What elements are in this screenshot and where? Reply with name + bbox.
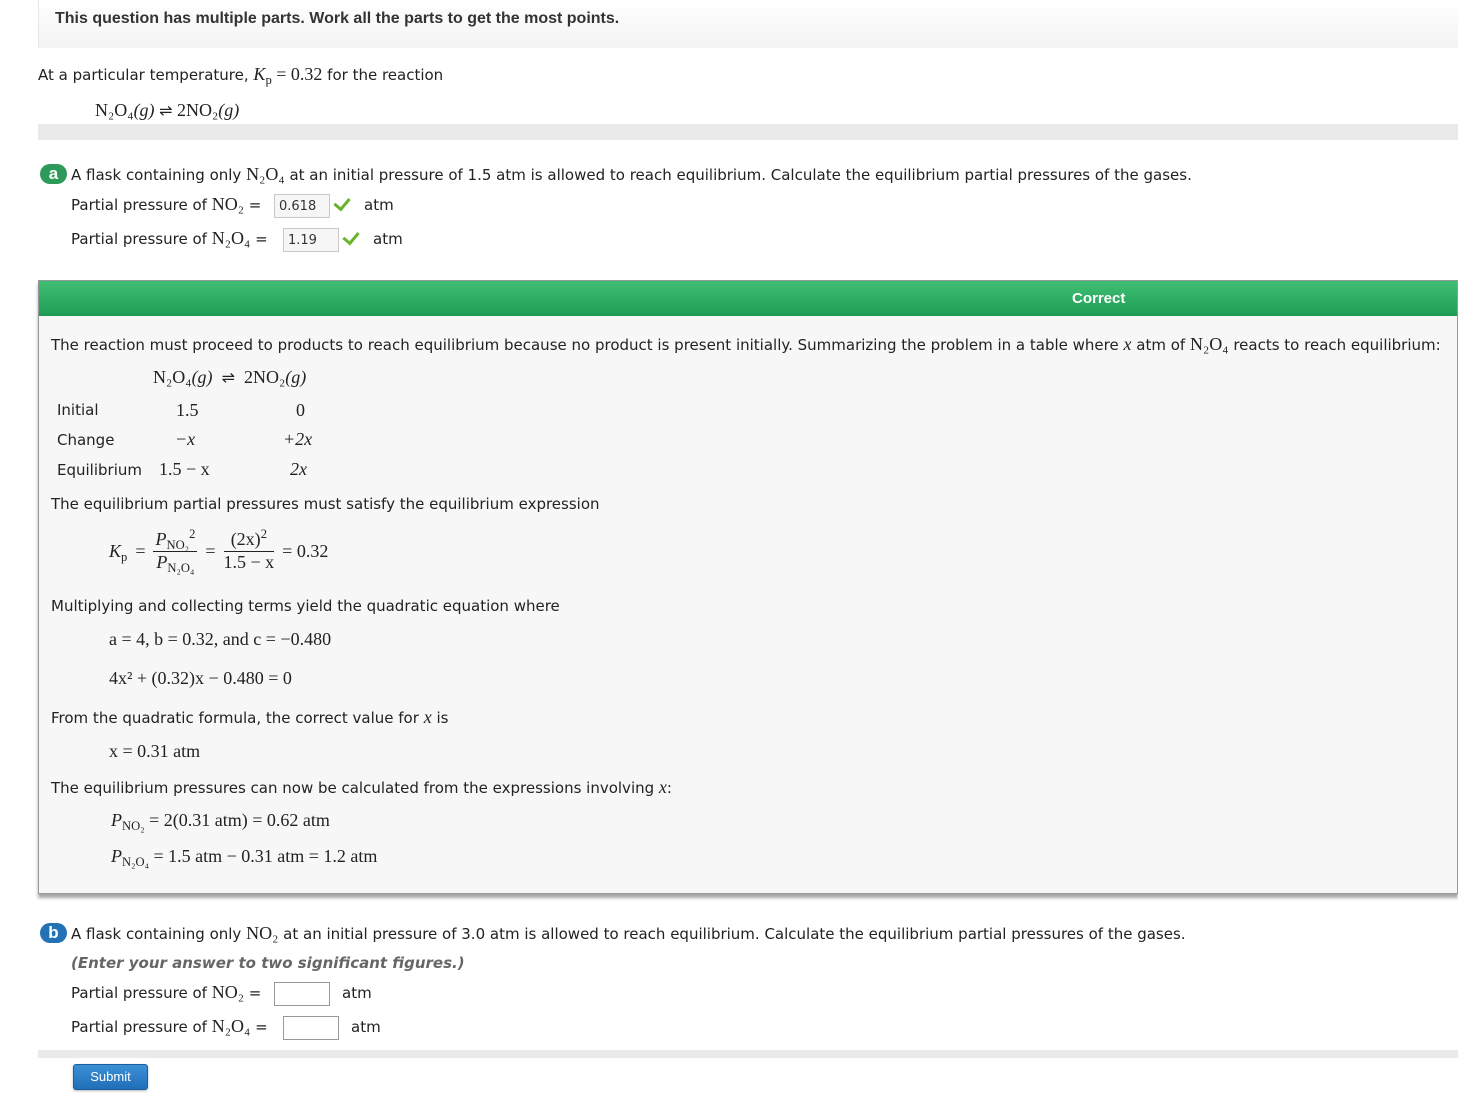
numerator: (2x) bbox=[230, 529, 261, 549]
part-b-question-suffix: at an initial pressure of 3.0 atm is allowed to reach equilibrium. Calculate the equilibrium partial pressures of the gases. bbox=[283, 925, 1186, 943]
label-prefix: Partial pressure of bbox=[71, 230, 207, 248]
intro-text2: atm of bbox=[1136, 336, 1186, 354]
part-a-question-suffix: at an initial pressure of 1.5 atm is allowed to reach equilibrium. Calculate the equilibrium partial pressures of the gases. bbox=[289, 166, 1192, 184]
final-text bbox=[51, 777, 672, 798]
part-a-no2-unit: atm bbox=[364, 196, 394, 214]
equals-sign: = bbox=[255, 230, 268, 248]
part-a-n2o4-label bbox=[71, 228, 268, 249]
p-subscript-no2: NO₂ bbox=[166, 538, 190, 552]
part-a-n2o4-answer[interactable]: 1.19 bbox=[283, 228, 339, 252]
intro-text: The reaction must proceed to products to reach equilibrium because no product is present initially. Summarizing the problem in a table where bbox=[51, 336, 1119, 354]
banner-text: This question has multiple parts. Work all the parts to get the most points. bbox=[55, 10, 620, 27]
kp-result: = 0.32 bbox=[282, 540, 329, 561]
part-b-species: NO₂ bbox=[246, 923, 279, 943]
check-icon bbox=[342, 228, 359, 246]
final-text-body: The equilibrium pressures can now be calculated from the expressions involving bbox=[51, 779, 655, 797]
kp-symbol: K bbox=[253, 64, 266, 84]
part-b-no2-label bbox=[71, 982, 261, 1003]
reactant: N₂O₄ bbox=[95, 100, 134, 120]
part-b-n2o4-unit: atm bbox=[351, 1018, 381, 1036]
check-icon bbox=[333, 194, 350, 212]
species-n2o4: N₂O₄ bbox=[1189, 334, 1229, 354]
product-state: (g) bbox=[218, 100, 240, 120]
multipart-banner bbox=[38, 0, 1458, 48]
equilibrium-arrow-icon: ⇌ bbox=[221, 368, 235, 387]
p-n2o4-result bbox=[111, 846, 377, 867]
ice-cell: 2x bbox=[290, 459, 307, 479]
part-b-no2-input[interactable] bbox=[274, 982, 330, 1006]
divider-bar bbox=[38, 124, 1458, 140]
reaction-equation bbox=[95, 100, 239, 121]
p-symbol: P bbox=[155, 529, 167, 549]
ice-row-label: Change bbox=[57, 431, 115, 449]
intro-prefix: At a particular temperature, bbox=[38, 66, 249, 84]
ice-reaction-header bbox=[153, 367, 306, 388]
p-symbol: P bbox=[111, 846, 122, 866]
reactant-state: (g) bbox=[191, 367, 213, 387]
part-b-question bbox=[71, 923, 1186, 944]
quad-text: From the quadratic formula, the correct value for bbox=[51, 709, 419, 727]
part-a-badge: a bbox=[40, 164, 67, 184]
reactant-state: (g) bbox=[133, 100, 155, 120]
ice-row-label: Equilibrium bbox=[57, 461, 142, 479]
x-value: x = 0.31 atm bbox=[109, 741, 201, 761]
ice-row-label: Initial bbox=[57, 401, 99, 419]
equals-sign: = bbox=[248, 196, 262, 214]
correct-label: Correct bbox=[1072, 290, 1126, 307]
product: 2NO₂ bbox=[176, 100, 219, 120]
part-b-question-prefix: A flask containing only bbox=[71, 925, 242, 943]
kp-subscript: p bbox=[121, 549, 128, 564]
colon: : bbox=[666, 779, 672, 797]
part-a-question-prefix: A flask containing only bbox=[71, 166, 242, 184]
ice-cell: 0 bbox=[296, 400, 305, 420]
part-a-question bbox=[71, 164, 1192, 185]
square-exponent: 2 bbox=[260, 527, 267, 541]
kp-value: = 0.32 bbox=[276, 64, 323, 84]
p-subscript-n2o4: N₂O₄ bbox=[167, 561, 195, 575]
p-symbol: P bbox=[111, 810, 122, 830]
submit-button[interactable]: Submit bbox=[73, 1064, 148, 1090]
p-no2-expr: = 2(0.31 atm) = 0.62 atm bbox=[149, 810, 330, 830]
x-fraction bbox=[224, 529, 275, 573]
equilibrium-arrow-icon: ⇌ bbox=[159, 101, 173, 120]
feedback-intro bbox=[51, 334, 1441, 355]
reactant: N₂O₄ bbox=[153, 367, 192, 387]
sig-fig-hint: (Enter your answer to two significant figures.) bbox=[71, 954, 465, 972]
intro-suffix: for the reaction bbox=[327, 66, 444, 84]
kp-expression: $K_p$ = $\frac{P_{NO_2}^2}{P_{N_2O_4}}$ = $\frac{(2x)^2}{1.5 - x}$ = 0.32 bbox=[109, 527, 329, 575]
species-no2: NO₂ bbox=[211, 194, 244, 214]
p-symbol: P bbox=[156, 552, 168, 572]
part-b-n2o4-label bbox=[71, 1016, 268, 1037]
part-b-n2o4-input[interactable] bbox=[283, 1016, 339, 1040]
part-b-no2-unit: atm bbox=[342, 984, 372, 1002]
product: 2NO₂ bbox=[243, 367, 286, 387]
quadratic-equation: 4x² + (0.32)x − 0.480 = 0 bbox=[109, 668, 292, 688]
p-subscript-n2o4: N₂O₄ bbox=[122, 855, 149, 869]
label-prefix: Partial pressure of bbox=[71, 196, 207, 214]
species-n2o4: N₂O₄ bbox=[211, 1016, 251, 1036]
multiply-text: Multiplying and collecting terms yield the quadratic equation where bbox=[51, 597, 560, 615]
species-no2: NO₂ bbox=[211, 982, 244, 1002]
part-a-n2o4-unit: atm bbox=[373, 230, 403, 248]
intro-line bbox=[38, 64, 443, 85]
quad-formula-text bbox=[51, 707, 448, 728]
denominator: 1.5 − x bbox=[223, 552, 275, 572]
ice-cell: −x bbox=[175, 429, 196, 449]
species-n2o4: N₂O₄ bbox=[211, 228, 251, 248]
label-prefix: Partial pressure of bbox=[71, 984, 207, 1002]
equals-sign: = bbox=[255, 1018, 268, 1036]
square-exponent: 2 bbox=[189, 527, 196, 541]
intro-text3: reacts to reach equilibrium: bbox=[1233, 336, 1441, 354]
pressure-fraction bbox=[153, 529, 197, 573]
var-x: x bbox=[423, 707, 432, 727]
equals-sign: = bbox=[248, 984, 262, 1002]
var-x: x bbox=[658, 777, 667, 797]
ice-cell: 1.5 − x bbox=[159, 459, 210, 479]
kp-subscript: p bbox=[265, 73, 272, 87]
feedback-panel bbox=[38, 280, 1458, 894]
ice-cell: 1.5 bbox=[176, 400, 199, 420]
part-a-species: N₂O₄ bbox=[246, 164, 285, 184]
satisfy-text: The equilibrium partial pressures must satisfy the equilibrium expression bbox=[51, 495, 600, 513]
p-n2o4-expr: = 1.5 atm − 0.31 atm = 1.2 atm bbox=[153, 846, 378, 866]
correct-status-bar bbox=[39, 281, 1457, 316]
product-state: (g) bbox=[285, 367, 307, 387]
quad-text2: is bbox=[436, 709, 449, 727]
part-a-no2-label bbox=[71, 194, 261, 215]
p-subscript-no2: NO₂ bbox=[122, 819, 145, 833]
label-prefix: Partial pressure of bbox=[71, 1018, 207, 1036]
kp-symbol: K bbox=[109, 540, 122, 561]
coefficients: a = 4, b = 0.32, and c = −0.480 bbox=[109, 629, 332, 649]
p-no2-result bbox=[111, 810, 330, 831]
part-b-badge: b bbox=[40, 923, 67, 943]
ice-cell: +2x bbox=[283, 429, 313, 449]
divider-bar bbox=[38, 1050, 1458, 1058]
part-a-no2-answer[interactable]: 0.618 bbox=[274, 194, 330, 218]
var-x: x bbox=[1123, 334, 1132, 354]
